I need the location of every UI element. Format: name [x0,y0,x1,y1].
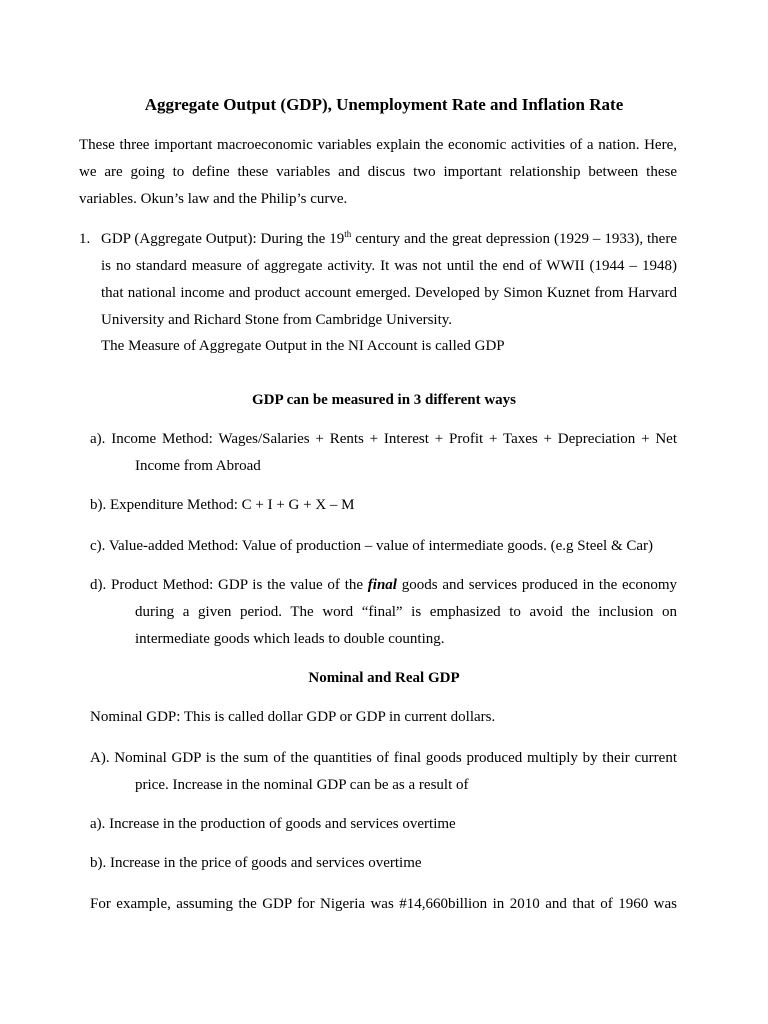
method-product [90,572,677,653]
product-text-rest: goods and services produced in the economy during a given period. The word “final” is emphasized to avoid the inclusion on intermediate goods which leads to double counting. [135,577,677,647]
page-title: Aggregate Output (GDP), Unemployment Rate and Inflation Rate [144,95,624,114]
method-value-added: c). Value-added Method: Value of production – value of intermediate goods. (e.g Steel & Car) [90,538,654,554]
emphasized-final: final [367,577,397,593]
product-text-start: d). Product Method: GDP is the value of the [90,577,368,593]
intro-paragraph: These three important macroeconomic variables explain the economic activities of a nation. Here, we are going to define these variables and discus two important relationship between these variables. Okun’s law and the Philip’s curve. [79,137,677,207]
nominal-point-a: a). Increase in the production of goods and services overtime [90,816,456,832]
nominal-point-b: b). Increase in the price of goods and services overtime [90,855,422,871]
example-paragraph: For example, assuming the GDP for Nigeria was #14,660billion in 2010 and that of 1960 was [90,896,677,912]
list-item-gdp [79,226,677,334]
ordinal-superscript: th [344,229,352,239]
heading-methods: GDP can be measured in 3 different ways [251,392,517,408]
method-income: a). Income Method: Wages/Salaries + Rents + Interest + Profit + Taxes + Depreciation + Net Income from Abroad [90,431,677,474]
gdp-paragraph [101,226,677,334]
gdp-text-start: GDP (Aggregate Output): During the 19 [101,231,345,247]
gdp-note: The Measure of Aggregate Output in the NI Account is called GDP [101,338,505,354]
heading-nominal-real: Nominal and Real GDP [308,670,460,686]
method-expenditure: b). Expenditure Method: C + I + G + X – M [90,497,355,513]
nominal-definition: Nominal GDP: This is called dollar GDP or GDP in current dollars. [90,709,496,725]
gdp-text-rest: century and the great depression (1929 – 1933), there is no standard measure of aggregate activity. It was not until the end of WWII (1944 – 1948) that national income and product account emerged. Developed by Simon Kuznet from Harvard University and Richard Stone from Cambridge University. [101,231,677,328]
nominal-point-a-upper: A). Nominal GDP is the sum of the quantities of final goods produced multiply by their current price. Increase in the nominal GDP can be as a result of [90,750,677,793]
list-number: 1. [79,231,91,247]
